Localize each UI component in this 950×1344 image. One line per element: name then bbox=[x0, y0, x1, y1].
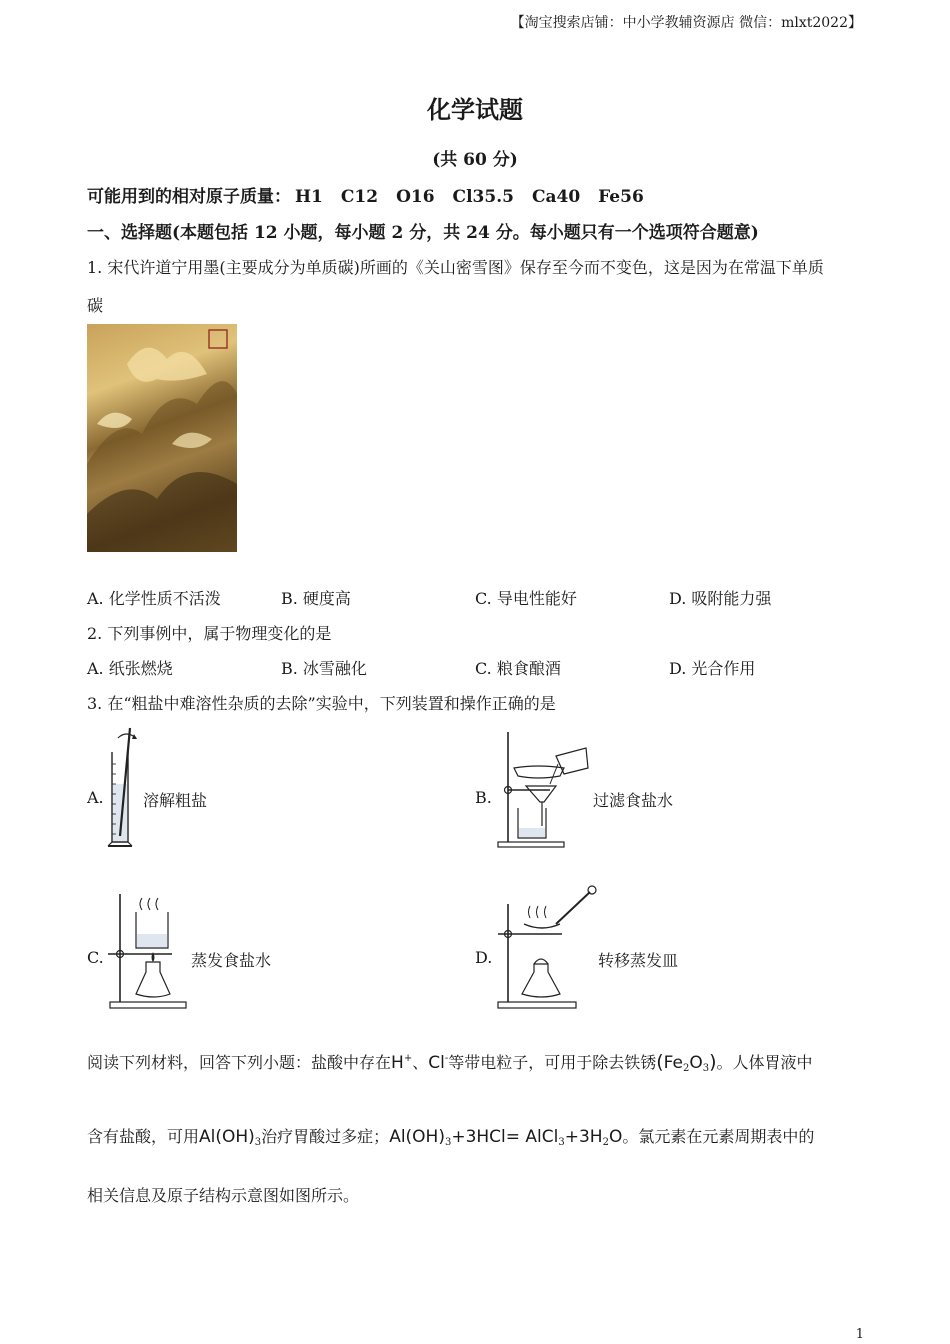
formula-o: O bbox=[689, 1053, 703, 1073]
q1-stem-cont: 碳 bbox=[87, 296, 104, 315]
q1-option-c: C. 导电性能好 bbox=[475, 589, 577, 608]
equation-sub: 2 bbox=[602, 1137, 609, 1148]
q2-option-a: A. 纸张燃烧 bbox=[87, 659, 173, 678]
q3-stem: 3. 在“粗盐中难溶性杂质的去除”实验中，下列装置和操作正确的是 bbox=[87, 694, 556, 713]
q2-option-c: C. 粮食酿酒 bbox=[475, 659, 561, 678]
q3-figure-b-caption: 过滤食盐水 bbox=[593, 791, 674, 810]
q1-stem: 1. 宋代许道宁用墨(主要成分为单质碳)所画的《关山密雪图》保存至今而不变色，这是因为在常温下单质 bbox=[87, 258, 824, 277]
formula-aloh-sub: 3 bbox=[254, 1137, 262, 1148]
q3-figure-a-caption: 溶解粗盐 bbox=[143, 791, 208, 810]
q2-option-d: D. 光合作用 bbox=[669, 659, 756, 678]
paren-open: ( bbox=[656, 1051, 664, 1073]
ion-cl: Cl bbox=[428, 1053, 445, 1073]
page-number: 1 bbox=[855, 1327, 864, 1342]
atomic-mass-item: O16 bbox=[396, 187, 435, 207]
page-subtitle: (共 60 分) bbox=[432, 150, 518, 170]
material-text: 。氯元素在元素周期表中的 bbox=[622, 1127, 815, 1146]
formula-aloh: Al(OH) bbox=[199, 1127, 255, 1147]
equation-sub: 3 bbox=[444, 1137, 452, 1148]
q3-figure-d-label: D. bbox=[475, 948, 493, 967]
page-header: 【淘宝搜索店铺：中小学教辅资源店 微信：mlxt2022】 bbox=[510, 15, 862, 31]
q2-stem: 2. 下列事例中，属于物理变化的是 bbox=[87, 624, 332, 643]
material-line-2 bbox=[87, 1124, 814, 1148]
separator: 、 bbox=[412, 1053, 429, 1072]
paren-close: ) bbox=[709, 1051, 717, 1073]
filtration-figure bbox=[494, 728, 594, 850]
q3-figure-a-label: A. bbox=[87, 788, 104, 807]
transfer-dish-figure bbox=[494, 884, 604, 1012]
atomic-mass-item: Cl35.5 bbox=[452, 187, 514, 207]
q3-figure-d-caption: 转移蒸发皿 bbox=[598, 951, 679, 970]
q3-figure-b-label: B. bbox=[475, 788, 492, 807]
equation-part: Al(OH) bbox=[389, 1127, 445, 1147]
atomic-mass-label: 可能用到的相对原子质量： bbox=[87, 187, 291, 207]
material-text: 含有盐酸，可用 bbox=[87, 1127, 200, 1146]
q3-figure-c-caption: 蒸发食盐水 bbox=[191, 951, 272, 970]
material-text: 阅读下列材料，回答下列小题：盐酸中存在 bbox=[87, 1053, 392, 1072]
q2-option-b: B. 冰雪融化 bbox=[281, 659, 367, 678]
ion-h: H bbox=[391, 1053, 404, 1073]
atomic-mass-line bbox=[87, 182, 662, 207]
equation-part: O bbox=[608, 1127, 623, 1147]
q1-option-b: B. 硬度高 bbox=[281, 589, 351, 608]
material-text: 治疗胃酸过多症； bbox=[261, 1127, 390, 1146]
equation-part: +3HCl= AlCl bbox=[451, 1127, 559, 1147]
atomic-mass-item: H1 bbox=[295, 187, 323, 207]
material-text: 。人体胃液中 bbox=[716, 1053, 813, 1072]
atomic-mass-item: Ca40 bbox=[531, 187, 581, 207]
ion-cl-charge: - bbox=[444, 1053, 449, 1064]
page-title: 化学试题 bbox=[427, 95, 523, 124]
equation-sub: 3 bbox=[558, 1137, 565, 1148]
section-heading: 一、选择题(本题包括 12 小题，每小题 2 分，共 24 分。每小题只有一个选项符合题意) bbox=[87, 223, 759, 243]
atomic-mass-item: Fe56 bbox=[598, 187, 644, 207]
formula-fe: Fe bbox=[663, 1053, 683, 1073]
q3-figure-c-label: C. bbox=[87, 948, 104, 967]
evaporation-figure bbox=[106, 890, 192, 1012]
painting-image bbox=[87, 324, 237, 552]
equation-part: +3H bbox=[564, 1127, 603, 1147]
formula-o-sub: 3 bbox=[702, 1063, 710, 1074]
formula-fe-sub: 2 bbox=[682, 1063, 690, 1074]
q1-option-a: A. 化学性质不活泼 bbox=[87, 589, 221, 608]
ion-h-charge: + bbox=[403, 1053, 413, 1064]
material-line-3: 相关信息及原子结构示意图如图所示。 bbox=[87, 1186, 360, 1205]
q1-option-d: D. 吸附能力强 bbox=[669, 589, 772, 608]
material-line-1 bbox=[87, 1050, 813, 1074]
material-text: 等带电粒子，可用于除去铁锈 bbox=[448, 1053, 657, 1072]
graduated-cylinder-figure bbox=[104, 724, 144, 850]
atomic-mass-item: C12 bbox=[340, 187, 379, 207]
